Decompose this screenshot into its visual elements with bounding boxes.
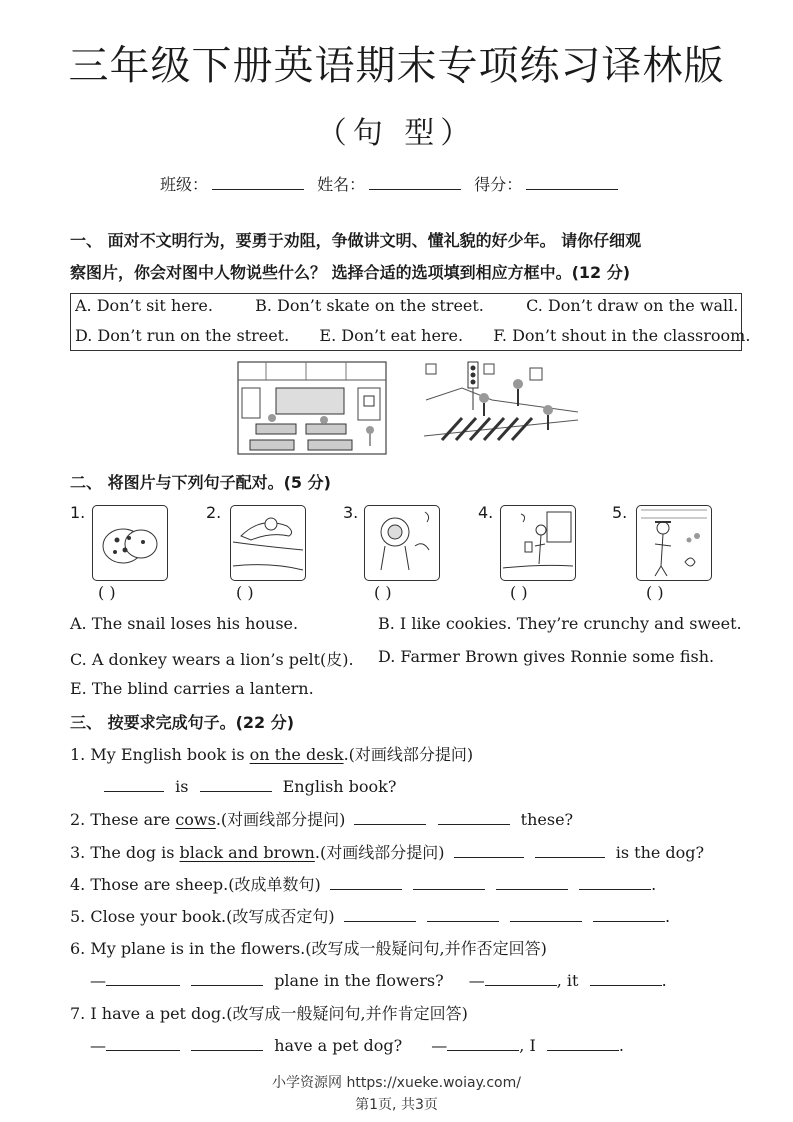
option-e: E. Don’t eat here. — [319, 326, 464, 345]
answer-blank[interactable] — [590, 969, 662, 986]
donkey-lion-picture — [364, 505, 440, 581]
option-f: F. Don’t shout in the classroom. — [493, 326, 751, 345]
street-illustration — [422, 360, 578, 456]
answer-paren-5[interactable]: ( ) — [646, 583, 664, 602]
question-6-answer: — plane in the flowers? — , it . — [90, 971, 667, 990]
answer-blank[interactable] — [413, 873, 485, 890]
answer-blank[interactable] — [104, 775, 164, 792]
answer-blank[interactable] — [354, 808, 426, 825]
answer-blank[interactable] — [344, 905, 416, 922]
answer-blank[interactable] — [106, 1034, 180, 1051]
answer-blank[interactable] — [106, 969, 180, 986]
answer-blank[interactable] — [427, 905, 499, 922]
cookies-picture — [92, 505, 168, 581]
question-1-answer: is English book? — [104, 775, 396, 796]
options-row-1 — [75, 296, 738, 315]
answer-blank[interactable] — [485, 969, 557, 986]
answer-blank[interactable] — [191, 969, 263, 986]
sentence-e: E. The blind carries a lantern. — [70, 679, 314, 698]
pic-number-4: 4. — [478, 503, 494, 522]
option-c: C. Don’t draw on the wall. — [526, 296, 739, 315]
score-field[interactable] — [526, 173, 618, 190]
question-2: 2. These are cows.(对画线部分提问) these? — [70, 810, 574, 829]
score-label: 得分： — [474, 175, 523, 194]
part3-heading: 三、 按要求完成句子。(22 分) — [70, 713, 295, 732]
question-7-answer: — have a pet dog? — , I . — [90, 1036, 624, 1055]
answer-blank[interactable] — [593, 905, 665, 922]
question-7: 7. I have a pet dog.(改写成一般疑问句,并作肯定回答) — [70, 1004, 468, 1023]
answer-blank[interactable] — [496, 873, 568, 890]
pic-number-5: 5. — [612, 503, 628, 522]
classroom-illustration — [236, 360, 388, 456]
cookies-icon — [93, 506, 167, 580]
part1-heading-line2: 察图片，你会对图中人物说些什么？ 选择合适的选项填到相应方框中。(12 分) — [70, 263, 631, 282]
options-box — [70, 293, 751, 351]
answer-blank[interactable] — [547, 1034, 619, 1051]
question-5: 5. Close your book.(改写成否定句) . — [70, 907, 671, 926]
answer-paren-3[interactable]: ( ) — [374, 583, 392, 602]
answer-blank[interactable] — [191, 1034, 263, 1051]
sentence-a: A. The snail loses his house. — [70, 614, 299, 633]
answer-paren-2[interactable]: ( ) — [236, 583, 254, 602]
part1-heading-line1: 一、 面对不文明行为，要勇于劝阻，争做讲文明、懂礼貌的好少年。 请你仔细观 — [70, 231, 642, 250]
farmer-picture — [636, 505, 712, 581]
class-field[interactable] — [212, 173, 304, 190]
sentence-c: C. A donkey wears a lion’s pelt(皮). — [70, 650, 354, 669]
part2-heading: 二、 将图片与下列句子配对。(5 分) — [70, 473, 331, 492]
sentence-b: B. I like cookies. They’re crunchy and sweet. — [378, 614, 742, 633]
answer-blank[interactable] — [454, 841, 524, 858]
answer-blank[interactable] — [330, 873, 402, 890]
answer-blank[interactable] — [200, 775, 272, 792]
blind-man-lantern-picture — [500, 505, 576, 581]
pic-number-2: 2. — [206, 503, 222, 522]
sentence-d: D. Farmer Brown gives Ronnie some fish. — [378, 647, 715, 666]
option-d: D. Don’t run on the street. — [75, 326, 290, 345]
question-6: 6. My plane is in the flowers.(改写成一般疑问句,并作否定回答) — [70, 939, 547, 958]
question-3: 3. The dog is black and brown.(对画线部分提问) is the dog? — [70, 843, 705, 862]
answer-blank[interactable] — [438, 808, 510, 825]
footer-page: 第1页, 共3页 — [355, 1097, 438, 1113]
page-title: 三年级下册英语期末专项练习译林版 — [68, 43, 725, 89]
name-label: 姓名： — [317, 175, 366, 194]
student-info — [160, 172, 626, 195]
snail-picture — [230, 505, 306, 581]
answer-paren-1[interactable]: ( ) — [98, 583, 116, 602]
options-row-2 — [75, 326, 750, 345]
pic-number-1: 1. — [70, 503, 86, 522]
snail-icon — [231, 506, 305, 580]
donkey-lion-icon — [365, 506, 439, 580]
pic-number-3: 3. — [343, 503, 359, 522]
answer-blank[interactable] — [510, 905, 582, 922]
farmer-icon — [637, 506, 711, 580]
blind-man-lantern-icon — [501, 506, 575, 580]
option-b: B. Don’t skate on the street. — [255, 296, 484, 315]
answer-blank[interactable] — [535, 841, 605, 858]
class-label: 班级： — [160, 175, 209, 194]
name-field[interactable] — [369, 173, 461, 190]
question-1: 1. My English book is on the desk.(对画线部分提问) — [70, 745, 474, 764]
footer-site: 小学资源网 https://xueke.woiay.com/ — [272, 1075, 521, 1091]
option-a: A. Don’t sit here. — [75, 296, 213, 315]
page-subtitle: （句 型） — [316, 116, 477, 151]
question-4: 4. Those are sheep.(改成单数句) . — [70, 875, 657, 894]
answer-blank[interactable] — [447, 1034, 519, 1051]
answer-blank[interactable] — [579, 873, 651, 890]
answer-paren-4[interactable]: ( ) — [510, 583, 528, 602]
